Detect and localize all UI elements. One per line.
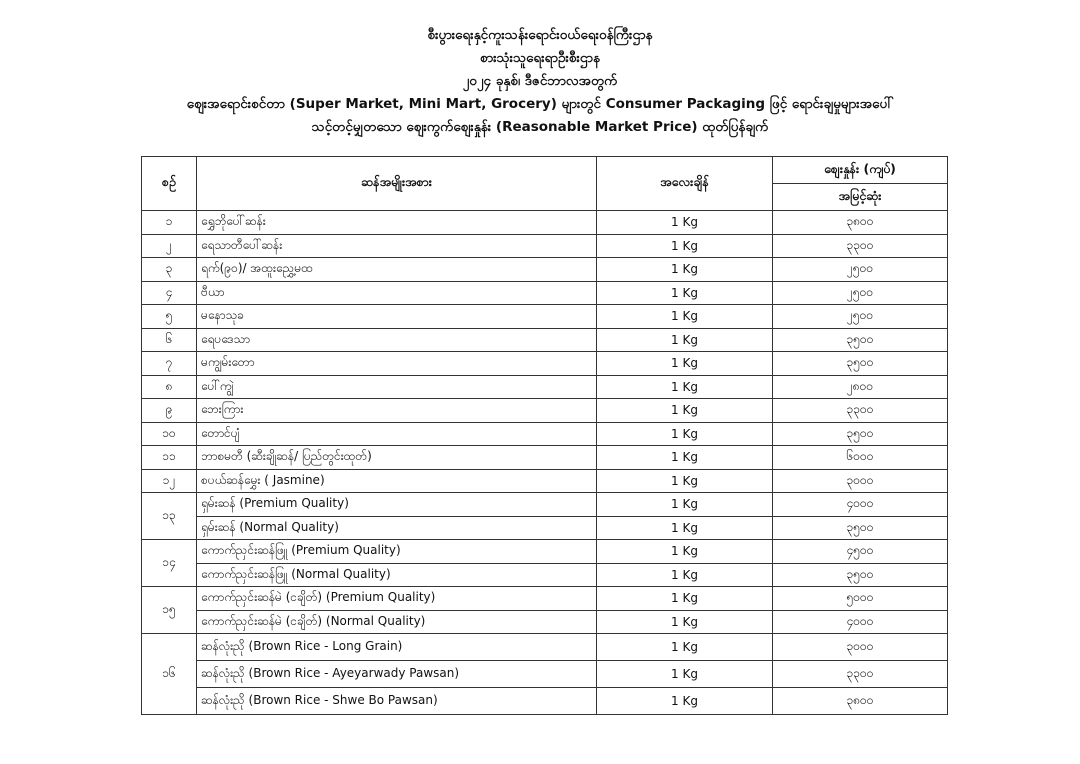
- price: ၃၃၀၀: [773, 661, 948, 688]
- price: ၃၅၀၀: [773, 563, 948, 587]
- row-no: ၃: [142, 258, 197, 282]
- price: ၃၈၀၀: [773, 211, 948, 235]
- rice-name: မနောသုခ: [197, 305, 597, 329]
- rice-name: ဗီယာ: [197, 281, 597, 305]
- weight: 1 Kg: [597, 493, 773, 517]
- weight: 1 Kg: [597, 258, 773, 282]
- scope-title: စျေးအရောင်းစင်တာ (Super Market, Mini Mart, Grocery) များတွင် Consumer Packaging ဖြင့် ရောင်းချမှုများအပေါ်: [186, 96, 894, 112]
- table-row: [142, 469, 948, 493]
- price: ၃၈၀၀: [773, 688, 948, 715]
- table-row: [142, 610, 948, 634]
- col-header-weight: အလေးချိန်: [597, 157, 773, 211]
- weight: 1 Kg: [597, 688, 773, 715]
- rice-name: ဆန်လုံးညို (Brown Rice - Shwe Bo Pawsan): [197, 688, 597, 715]
- price: ၃၅၀၀: [773, 352, 948, 376]
- row-no: ၁၀: [142, 422, 197, 446]
- row-no: ၉: [142, 399, 197, 423]
- row-no: ၁: [142, 211, 197, 235]
- weight: 1 Kg: [597, 422, 773, 446]
- rice-name: ဆန်လုံးညို (Brown Rice - Long Grain): [197, 634, 597, 661]
- weight: 1 Kg: [597, 469, 773, 493]
- department-title: စားသုံးသူရေးရာဦးစီးဌာန: [480, 50, 600, 66]
- ministry-title: စီးပွားရေးနှင့်ကူးသန်းရောင်းဝယ်ရေးဝန်ကြီးဌာန: [427, 27, 653, 43]
- row-no: ၁၁: [142, 446, 197, 470]
- price: ၂၅၀၀: [773, 305, 948, 329]
- price: ၄၀၀၀: [773, 610, 948, 634]
- table-row: [142, 399, 948, 423]
- weight: 1 Kg: [597, 281, 773, 305]
- col-header-name: ဆန်အမျိုးအစား: [197, 157, 597, 211]
- rice-name: ပေါ်ကျွဲ: [197, 375, 597, 399]
- weight: 1 Kg: [597, 305, 773, 329]
- row-no: ၁၆: [142, 634, 197, 715]
- rice-name: ရှမ်းဆန် (Premium Quality): [197, 493, 597, 517]
- rice-name: ရှမ်းဆန် (Normal Quality): [197, 516, 597, 540]
- price: ၄၀၀၀: [773, 493, 948, 517]
- weight: 1 Kg: [597, 563, 773, 587]
- row-no: ၈: [142, 375, 197, 399]
- table-row: [142, 446, 948, 470]
- table-row: [142, 258, 948, 282]
- row-no: ၅: [142, 305, 197, 329]
- row-no: ၁၂: [142, 469, 197, 493]
- row-no: ၁၄: [142, 540, 197, 587]
- price: ၅၀၀၀: [773, 587, 948, 611]
- table-row: [142, 305, 948, 329]
- weight: 1 Kg: [597, 399, 773, 423]
- rice-name: ကောက်ညှင်းဆန်ဖြူ (Normal Quality): [197, 563, 597, 587]
- table-row: [142, 563, 948, 587]
- weight: 1 Kg: [597, 587, 773, 611]
- table-row: [142, 587, 948, 611]
- row-no: ၁၃: [142, 493, 197, 540]
- rice-name: ရက်(၉၀)/ အထူးညွှေ့မထ: [197, 258, 597, 282]
- price: ၂၈၀၀: [773, 375, 948, 399]
- weight: 1 Kg: [597, 634, 773, 661]
- table-row: [142, 661, 948, 688]
- col-header-price-max: အမြင့်ဆုံး: [773, 184, 948, 211]
- row-no: ၂: [142, 234, 197, 258]
- price: ၃၀၀၀: [773, 469, 948, 493]
- table-row: [142, 281, 948, 305]
- price-table: [141, 156, 948, 715]
- table-row: [142, 634, 948, 661]
- weight: 1 Kg: [597, 540, 773, 564]
- price: ၂၅၀၀: [773, 281, 948, 305]
- price: ၆၀၀၀: [773, 446, 948, 470]
- price: ၃၃၀၀: [773, 234, 948, 258]
- rice-name: ဘာစမတီ (ဆီးချိုဆန်/ ပြည်တွင်းထုတ်): [197, 446, 597, 470]
- rice-name: ဘေးကြား: [197, 399, 597, 423]
- table-row: [142, 688, 948, 715]
- rice-name: ရွှေဘိုပေါ်ဆန်း: [197, 211, 597, 235]
- row-no: ၄: [142, 281, 197, 305]
- table-row: [142, 234, 948, 258]
- period-title: ၂၀၂၄ ခုနှစ်၊ ဒီဇင်ဘာလအတွက်: [462, 73, 618, 89]
- price: ၃၀၀၀: [773, 634, 948, 661]
- weight: 1 Kg: [597, 352, 773, 376]
- table-row: [142, 422, 948, 446]
- weight: 1 Kg: [597, 610, 773, 634]
- table-row: [142, 375, 948, 399]
- rice-name: ရေပဒေသာ: [197, 328, 597, 352]
- price: ၂၅၀၀: [773, 258, 948, 282]
- document-header: [0, 24, 1080, 139]
- weight: 1 Kg: [597, 661, 773, 688]
- table-row: [142, 516, 948, 540]
- weight: 1 Kg: [597, 516, 773, 540]
- rice-name: ကောက်ညှင်းဆန်မဲ (ငချိတ်) (Premium Quality): [197, 587, 597, 611]
- price: ၄၅၀၀: [773, 540, 948, 564]
- rice-name: စပယ်ဆန်မွှေး ( Jasmine): [197, 469, 597, 493]
- rice-name: ရေသာတီပေါ်ဆန်း: [197, 234, 597, 258]
- table-row: [142, 352, 948, 376]
- col-header-no: စဉ်: [142, 157, 197, 211]
- announcement-title: သင့်တင့်မျှတသော စျေးကွက်စျေးနှုန်း (Reasonable Market Price) ထုတ်ပြန်ချက်: [311, 119, 769, 135]
- price: ၃၅၀၀: [773, 516, 948, 540]
- rice-name: မကျွမ်းတော: [197, 352, 597, 376]
- price: ၃၃၀၀: [773, 399, 948, 423]
- price: ၃၅၀၀: [773, 328, 948, 352]
- table-row: [142, 328, 948, 352]
- rice-name: ကောက်ညှင်းဆန်မဲ (ငချိတ်) (Normal Quality): [197, 610, 597, 634]
- table-row: [142, 493, 948, 517]
- weight: 1 Kg: [597, 375, 773, 399]
- row-no: ၆: [142, 328, 197, 352]
- rice-name: တောင်ပျံ: [197, 422, 597, 446]
- table-row: [142, 540, 948, 564]
- weight: 1 Kg: [597, 211, 773, 235]
- price: ၃၅၀၀: [773, 422, 948, 446]
- rice-name: ဆန်လုံးညို (Brown Rice - Ayeyarwady Pawsan): [197, 661, 597, 688]
- weight: 1 Kg: [597, 446, 773, 470]
- rice-name: ကောက်ညှင်းဆန်ဖြူ (Premium Quality): [197, 540, 597, 564]
- row-no: ၇: [142, 352, 197, 376]
- row-no: ၁၅: [142, 587, 197, 634]
- weight: 1 Kg: [597, 234, 773, 258]
- table-row: [142, 211, 948, 235]
- col-header-price: စျေးနှုန်း (ကျပ်): [773, 157, 948, 184]
- weight: 1 Kg: [597, 328, 773, 352]
